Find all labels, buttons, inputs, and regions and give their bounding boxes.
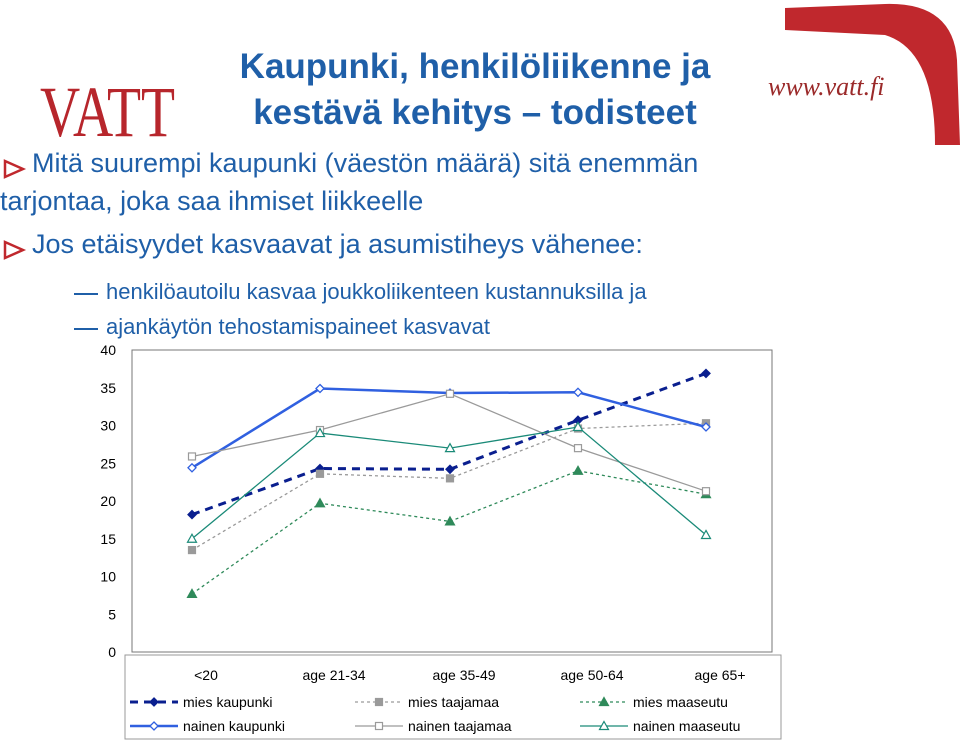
- vatt-logo: [40, 72, 180, 152]
- title-line-2: kestävä kehitys – todisteet: [253, 93, 697, 132]
- legend-label: mies kaupunki: [183, 694, 273, 710]
- legend-label: mies maaseutu: [633, 694, 728, 710]
- legend-swatch-marker: [376, 699, 383, 706]
- data-point: [189, 453, 196, 460]
- y-tick-label: 15: [100, 530, 116, 547]
- y-tick-label: 40: [100, 342, 116, 358]
- legend-swatch-marker: [376, 723, 383, 730]
- data-point: [189, 547, 196, 554]
- dash-icon: [74, 328, 98, 330]
- slide-title: [180, 44, 770, 136]
- x-tick-label: age 65+: [694, 667, 746, 683]
- title-line-1: Kaupunki, henkilöliikenne ja: [239, 47, 711, 86]
- y-tick-label: 30: [100, 417, 116, 434]
- data-point: [575, 445, 582, 452]
- y-tick-label: 20: [100, 493, 116, 509]
- x-tick-label: age 21-34: [302, 667, 366, 683]
- y-tick-label: 35: [100, 379, 116, 396]
- bullet-2: Jos etäisyydet kasvaavat ja asumistiheys vähenee:: [32, 229, 643, 259]
- line-chart: [0, 340, 960, 742]
- dash-icon: [74, 293, 98, 295]
- x-tick-label: age 35-49: [432, 667, 496, 683]
- y-tick-label: 25: [100, 455, 116, 472]
- legend-label: nainen maaseutu: [633, 718, 741, 734]
- data-point: [703, 488, 710, 495]
- y-tick-label: 10: [100, 568, 116, 585]
- data-point: [447, 475, 454, 482]
- legend-label: nainen kaupunki: [183, 718, 285, 734]
- bullet-1-line-2: tarjontaa, joka saa ihmiset liikkeelle: [0, 186, 424, 216]
- bullet-triangle-icon: [3, 240, 25, 260]
- subbullet-1: henkilöautoilu kasvaa joukkoliikenteen kustannuksilla ja: [106, 279, 647, 304]
- x-tick-label: age 50-64: [560, 667, 624, 683]
- data-point: [317, 470, 324, 477]
- subbullet-2: ajankäytön tehostamispaineet kasvavat: [106, 314, 491, 339]
- bullet-triangle-icon: [3, 159, 25, 179]
- site-url[interactable]: www.vatt.fi: [768, 72, 885, 101]
- legend-label: mies taajamaa: [408, 694, 500, 710]
- legend-swatch-marker: [150, 722, 158, 730]
- legend-label: nainen taajamaa: [408, 718, 512, 734]
- x-tick-label: <20: [194, 667, 218, 683]
- svg-text:VATT: VATT: [40, 72, 175, 152]
- legend-swatch-marker: [150, 698, 158, 706]
- y-tick-label: 5: [108, 606, 116, 623]
- bullet-1-line-1: Mitä suurempi kaupunki (väestön määrä) sitä enemmän: [32, 148, 699, 178]
- data-point: [447, 390, 454, 397]
- y-tick-label: 0: [108, 644, 116, 660]
